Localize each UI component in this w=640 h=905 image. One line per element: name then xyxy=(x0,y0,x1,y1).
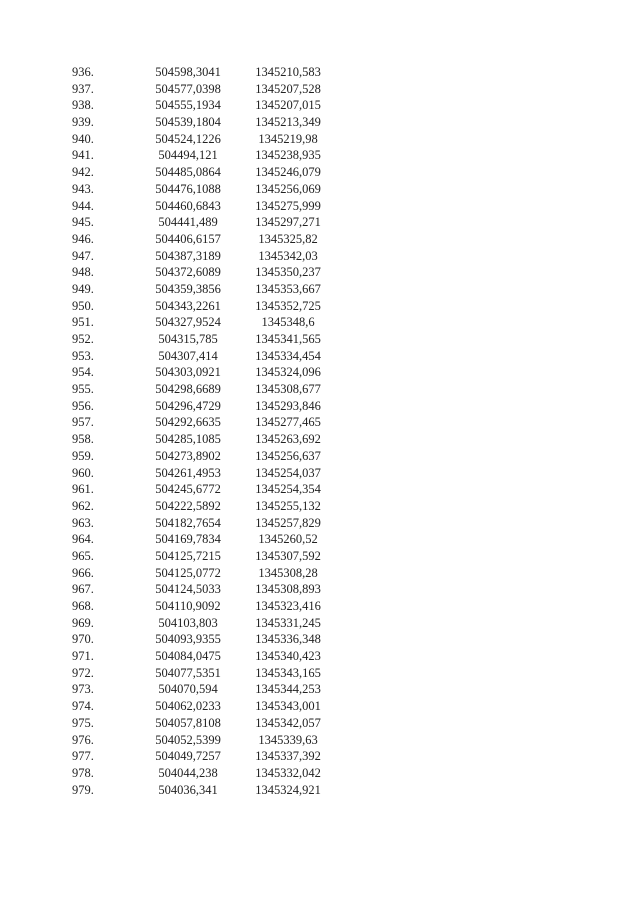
table-row xyxy=(0,97,640,114)
row-number: 962. xyxy=(72,498,94,513)
y-coordinate: 1345257,829 xyxy=(255,515,321,530)
row-number: 953. xyxy=(72,348,94,363)
table-row xyxy=(0,631,640,648)
row-number: 952. xyxy=(72,332,94,346)
row-number: 938. xyxy=(72,98,94,113)
y-coordinate: 1345307,592 xyxy=(255,548,321,563)
table-row xyxy=(0,715,640,732)
y-coordinate: 1345350,237 xyxy=(255,265,321,280)
y-coordinate: 1345256,069 xyxy=(255,181,321,196)
y-coordinate: 1345340,423 xyxy=(255,649,321,664)
x-coordinate: 504298,6689 xyxy=(155,382,221,397)
table-row xyxy=(0,648,640,665)
row-number: 971. xyxy=(72,649,94,664)
y-coordinate: 1345256,637 xyxy=(255,448,321,463)
table-row xyxy=(0,765,640,782)
table-row xyxy=(0,331,640,348)
table-row xyxy=(0,431,640,448)
x-coordinate: 504292,6635 xyxy=(155,415,221,430)
table-row xyxy=(0,264,640,281)
row-number: 961. xyxy=(72,482,94,497)
y-coordinate: 1345277,465 xyxy=(255,415,321,430)
x-coordinate: 504273,8902 xyxy=(155,448,221,463)
x-coordinate: 504372,6089 xyxy=(155,265,221,280)
table-row xyxy=(0,531,640,548)
table-row xyxy=(0,448,640,465)
x-coordinate: 504036,341 xyxy=(158,782,218,797)
x-coordinate: 504303,0921 xyxy=(155,365,221,380)
x-coordinate: 504222,5892 xyxy=(155,498,221,513)
table-row xyxy=(0,732,640,749)
table-row xyxy=(0,348,640,365)
x-coordinate: 504524,1226 xyxy=(155,131,221,146)
table-row xyxy=(0,198,640,215)
x-coordinate: 504476,1088 xyxy=(155,181,221,196)
row-number: 937. xyxy=(72,81,94,96)
row-number: 945. xyxy=(72,215,94,230)
y-coordinate: 1345332,042 xyxy=(255,765,321,780)
table-row xyxy=(0,665,640,682)
row-number: 942. xyxy=(72,165,94,180)
row-number: 972. xyxy=(72,665,94,680)
x-coordinate: 504387,3189 xyxy=(155,248,221,263)
y-coordinate: 1345336,348 xyxy=(255,632,321,647)
row-number: 954. xyxy=(72,365,94,380)
table-row xyxy=(0,782,640,799)
row-number: 970. xyxy=(72,632,94,647)
x-coordinate: 504485,0864 xyxy=(155,165,221,180)
table-row xyxy=(0,565,640,582)
x-coordinate: 504327,9524 xyxy=(155,315,221,330)
row-number: 955. xyxy=(72,382,94,397)
y-coordinate: 1345207,528 xyxy=(255,81,321,96)
table-row xyxy=(0,498,640,515)
y-coordinate: 1345308,893 xyxy=(255,582,321,597)
row-number: 964. xyxy=(72,532,94,547)
row-number: 946. xyxy=(72,231,94,246)
y-coordinate: 1345344,253 xyxy=(255,682,321,697)
row-number: 956. xyxy=(72,398,94,413)
row-number: 950. xyxy=(72,298,94,313)
table-row xyxy=(0,181,640,198)
x-coordinate: 504052,5399 xyxy=(155,732,221,747)
x-coordinate: 504125,7215 xyxy=(155,548,221,563)
x-coordinate: 504359,3856 xyxy=(155,281,221,296)
table-row xyxy=(0,581,640,598)
x-coordinate: 504084,0475 xyxy=(155,649,221,664)
x-coordinate: 504049,7257 xyxy=(155,749,221,764)
y-coordinate: 1345263,692 xyxy=(255,432,321,447)
row-number: 963. xyxy=(72,515,94,530)
y-coordinate: 1345308,677 xyxy=(255,382,321,397)
y-coordinate: 1345324,921 xyxy=(255,782,321,797)
x-coordinate: 504494,121 xyxy=(158,148,218,163)
x-coordinate: 504077,5351 xyxy=(155,665,221,680)
table-row xyxy=(0,364,640,381)
x-coordinate: 504343,2261 xyxy=(155,298,221,313)
row-number: 940. xyxy=(72,131,94,146)
x-coordinate: 504169,7834 xyxy=(155,532,221,547)
row-number: 941. xyxy=(72,148,94,163)
y-coordinate: 1345254,354 xyxy=(255,482,321,497)
row-number: 967. xyxy=(72,582,94,597)
table-row xyxy=(0,281,640,298)
coordinate-table xyxy=(0,64,640,798)
y-coordinate: 1345254,037 xyxy=(255,465,321,480)
table-row xyxy=(0,131,640,148)
y-coordinate: 1345293,846 xyxy=(255,398,321,413)
row-number: 969. xyxy=(72,615,94,630)
table-row xyxy=(0,698,640,715)
x-coordinate: 504555,1934 xyxy=(155,98,221,113)
x-coordinate: 504577,0398 xyxy=(155,81,221,96)
y-coordinate: 1345323,416 xyxy=(255,599,321,613)
table-row xyxy=(0,248,640,265)
y-coordinate: 1345353,667 xyxy=(255,281,321,296)
x-coordinate: 504182,7654 xyxy=(155,515,221,530)
y-coordinate: 1345324,096 xyxy=(255,365,321,380)
table-row xyxy=(0,398,640,415)
x-coordinate: 504093,9355 xyxy=(155,632,221,647)
y-coordinate: 1345246,079 xyxy=(255,165,321,180)
row-number: 947. xyxy=(72,248,94,263)
row-number: 977. xyxy=(72,749,94,764)
y-coordinate: 1345343,165 xyxy=(255,665,321,680)
y-coordinate: 1345331,245 xyxy=(255,615,321,630)
row-number: 973. xyxy=(72,682,94,697)
x-coordinate: 504070,594 xyxy=(158,682,218,697)
row-number: 957. xyxy=(72,415,94,430)
x-coordinate: 504261,4953 xyxy=(155,465,221,480)
x-coordinate: 504539,1804 xyxy=(155,115,221,130)
y-coordinate: 1345334,454 xyxy=(255,348,321,363)
table-row xyxy=(0,748,640,765)
table-row xyxy=(0,147,640,164)
x-coordinate: 504315,785 xyxy=(158,332,218,346)
x-coordinate: 504285,1085 xyxy=(155,432,221,447)
row-number: 975. xyxy=(72,715,94,730)
x-coordinate: 504124,5033 xyxy=(155,582,221,597)
table-row xyxy=(0,314,640,331)
row-number: 979. xyxy=(72,782,94,797)
x-coordinate: 504044,238 xyxy=(158,765,218,780)
row-number: 949. xyxy=(72,281,94,296)
row-number: 959. xyxy=(72,448,94,463)
table-row xyxy=(0,164,640,181)
y-coordinate: 1345352,725 xyxy=(255,298,321,313)
x-coordinate: 504307,414 xyxy=(158,348,218,363)
row-number: 978. xyxy=(72,765,94,780)
row-number: 951. xyxy=(72,315,94,330)
y-coordinate: 1345210,583 xyxy=(255,65,321,79)
table-row xyxy=(0,598,640,615)
table-row xyxy=(0,381,640,398)
y-coordinate: 1345275,999 xyxy=(255,198,321,213)
y-coordinate: 1345325,82 xyxy=(258,231,318,246)
y-coordinate: 1345255,132 xyxy=(255,498,321,513)
x-coordinate: 504460,6843 xyxy=(155,198,221,213)
x-coordinate: 504406,6157 xyxy=(155,231,221,246)
y-coordinate: 1345213,349 xyxy=(255,115,321,130)
y-coordinate: 1345342,03 xyxy=(258,248,318,263)
y-coordinate: 1345337,392 xyxy=(255,749,321,764)
row-number: 960. xyxy=(72,465,94,480)
table-row xyxy=(0,548,640,565)
row-number: 976. xyxy=(72,732,94,747)
x-coordinate: 504062,0233 xyxy=(155,699,221,714)
row-number: 958. xyxy=(72,432,94,447)
row-number: 936. xyxy=(72,65,94,79)
table-row xyxy=(0,81,640,98)
x-coordinate: 504245,6772 xyxy=(155,482,221,497)
row-number: 966. xyxy=(72,565,94,580)
row-number: 943. xyxy=(72,181,94,196)
x-coordinate: 504598,3041 xyxy=(155,65,221,79)
table-row xyxy=(0,414,640,431)
table-row xyxy=(0,681,640,698)
table-row xyxy=(0,298,640,315)
y-coordinate: 1345238,935 xyxy=(255,148,321,163)
x-coordinate: 504441,489 xyxy=(158,215,218,230)
row-number: 965. xyxy=(72,548,94,563)
table-row xyxy=(0,481,640,498)
table-row xyxy=(0,64,640,81)
row-number: 939. xyxy=(72,115,94,130)
x-coordinate: 504110,9092 xyxy=(155,599,221,613)
y-coordinate: 1345207,015 xyxy=(255,98,321,113)
y-coordinate: 1345308,28 xyxy=(258,565,318,580)
y-coordinate: 1345342,057 xyxy=(255,715,321,730)
table-row xyxy=(0,114,640,131)
y-coordinate: 1345339,63 xyxy=(258,732,318,747)
x-coordinate: 504103,803 xyxy=(158,615,218,630)
y-coordinate: 1345219,98 xyxy=(258,131,318,146)
y-coordinate: 1345343,001 xyxy=(255,699,321,714)
y-coordinate: 1345297,271 xyxy=(255,215,321,230)
row-number: 974. xyxy=(72,699,94,714)
y-coordinate: 1345260,52 xyxy=(258,532,318,547)
table-row xyxy=(0,615,640,632)
table-row xyxy=(0,231,640,248)
row-number: 948. xyxy=(72,265,94,280)
row-number: 944. xyxy=(72,198,94,213)
row-number: 968. xyxy=(72,599,94,613)
y-coordinate: 1345348,6 xyxy=(261,315,315,330)
table-row xyxy=(0,465,640,482)
x-coordinate: 504057,8108 xyxy=(155,715,221,730)
x-coordinate: 504296,4729 xyxy=(155,398,221,413)
x-coordinate: 504125,0772 xyxy=(155,565,221,580)
table-row xyxy=(0,515,640,532)
y-coordinate: 1345341,565 xyxy=(255,332,321,346)
table-row xyxy=(0,214,640,231)
